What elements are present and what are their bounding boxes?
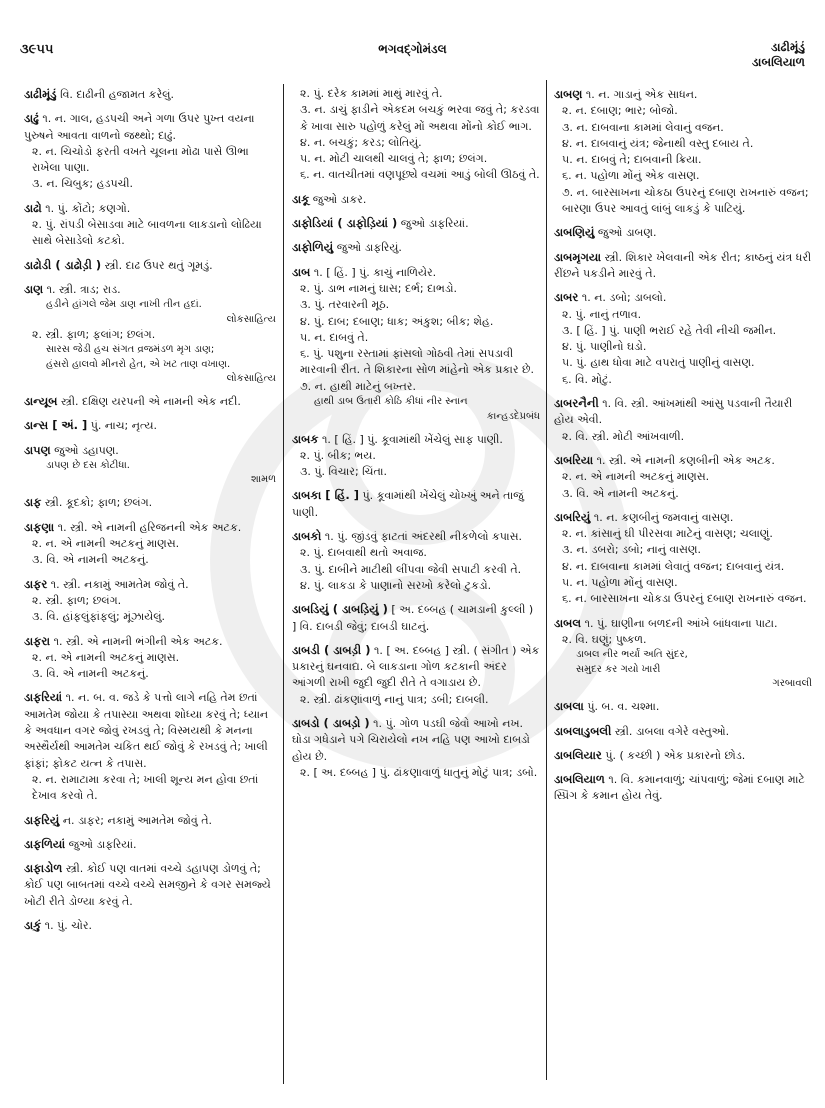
entry-line (24, 633, 276, 650)
entry-line (292, 601, 540, 635)
headword: ડાફરા (24, 633, 51, 648)
sense: ૨. પું. બીક; ભય. (300, 448, 376, 462)
definition: ૧. [ અ. દબ્બહ ] સ્ત્રી. ( સંગીત ) એક પ્રકારનું ઘનવાદ્ય. બે લાકડાના ગોળ કટકાની અંદર આંગળી રાખી જુદી જુદી રીતે તે વગાડાય છે. (292, 643, 540, 690)
entry-line (292, 487, 540, 521)
sense: ૫. પું. હાથ ધોવા માટે વપરાતું પાણીનું વાસણ. (562, 356, 755, 370)
sense: ૨. ન. કાંસાનું ઘી પીરસવા માટેનું વાસણ; ચલાણું. (562, 527, 773, 541)
sense: ૬. ન. બારસાખના ચોકડા ઉપરનું દબાણ રાખનારું વજન. (562, 592, 807, 606)
headword: ડાફોડિયાં ( ડાફોડ઼િયાં ) (292, 216, 398, 231)
definition: ૧. વિ. કમાનવાળું; ચાંપવાળું; જેમાં દબાણ માટે સ્પ્રિંગ કે કમાન હોય તેવું. (554, 773, 805, 803)
headword: ડાફાડોળ (24, 861, 63, 876)
entry-line (554, 615, 812, 632)
entry-line (24, 200, 276, 217)
dictionary-entry (24, 417, 276, 434)
sense: ૩. ન. ડાચું ફાડીને એકદમ બચકું ભરવા જવું તે; કરડવા કે ખાવા સારુ પહોળું કરેલું મોં અથવા મોંનો કોઈ ભાગ. (300, 103, 540, 133)
sense: ૭. ન. બારસાખના ચોકઠા ઉપરનું દબાણ રાખનારું વજન; બારણા ઉપર આવતું લાંબું લાકડું કે પાટિયું. (562, 185, 809, 216)
quotation: હાથી ડાબ ઉતારી કોઠિ કીધાં નીર સ્નાન (314, 396, 468, 408)
sense: ૨. ન. એ નામની અટકનું માણસ. (32, 537, 180, 551)
guide-words (752, 40, 805, 70)
entry-line (292, 528, 540, 545)
sense: ૩. ન. ડબરો; ડબો; નાનું વાસણ. (562, 543, 701, 557)
definition: ૧. સ્ત્રી. એ નામની ભંગીની એક અટક. (53, 634, 223, 648)
definition: ૧. સ્ત્રી. એ નામની હરિજનની એક અટક. (57, 520, 242, 534)
entry-line (24, 860, 276, 910)
entry-line (554, 249, 812, 283)
sense: ૬. ન. પહોળા મોંનું એક વાસણ. (562, 169, 700, 183)
definition: પું. ( કચ્છી ) એક પ્રકારનો છોડ. (605, 748, 746, 762)
sense: ૨. પું. ડાભ નામનું ઘાસ; દર્ભ; દાભડો. (300, 281, 458, 295)
sense: ૩. વિ. એ નામની અટકનું. (32, 553, 149, 567)
dictionary-columns (24, 86, 814, 1096)
definition: ૧. ન. બ. વ. જડે કે પત્તો લાગે નહિ તેમ છતાં આમતેમ જોયા કે તપાસ્યા અથવા શોધ્યા કરવું તે; ધ્યાન કે અવધાન વગર જોવું રખડવું તે; વિસ્મયથી કે મનના અસ્થૈર્યથી આમતેમ ચકિત થઈ જોવું કે રખડવું તે; ખાલી ફાંફાં; ફોકટ યત્ન કે તપાસ. (24, 691, 269, 770)
headword: ડાબણિયું (554, 225, 595, 240)
definition: ૧. ન. કણબીનું જમવાનું વાસણ. (593, 510, 734, 524)
entry-line (24, 417, 276, 434)
dictionary-entry (24, 86, 276, 103)
definition: ૧. સ્ત્રી. નકામું આમતેમ જોવું તે. (50, 577, 189, 591)
sense: ૭. ન. હાથી માટેનું બખ્તર. (300, 379, 416, 393)
headword: ડાફર (24, 576, 48, 591)
headword: ડાબલા (554, 699, 584, 714)
dictionary-entry (292, 487, 540, 521)
headword: ડાકૂ (292, 191, 310, 206)
headword: ડાબક (292, 431, 319, 446)
definition: જુઓ ડહાપણ. (54, 443, 119, 457)
headword: ડાબલિયાળ (554, 772, 605, 787)
sense: ૩. ન. દાબવાના કામમાં લેવાનું વજન. (562, 120, 724, 134)
sense: ૫. ન. દાબવું તે. (300, 330, 369, 344)
headword: ડાબકો (292, 529, 322, 544)
definition: પું. કૂવામાંથી ખેંચેલું ચોખ્ખું અને તાજું પાણી. (292, 489, 524, 519)
entry-line (554, 747, 812, 764)
entry-line (24, 393, 276, 410)
sense: ૫. ન. દાબવું તે; દાબવાની ક્રિયા. (562, 153, 702, 167)
entry-line (292, 191, 540, 208)
definition: ૧. ન. ગાલ, હડપચી અને ગળા ઉપર પુખ્ત વયના પુરુષને આવતા વાળનો જથ્થો; દાઢું. (24, 112, 255, 142)
dictionary-entry (292, 191, 540, 208)
citation-source: કાન્હડદેપ્રબંધ (486, 410, 540, 422)
column-3 (554, 86, 812, 1086)
column-1 (24, 86, 276, 1086)
definition: સ્ત્રી. ડાબલા વગેરે વસ્તુઓ. (614, 724, 730, 738)
dictionary-entry (24, 812, 276, 829)
entry-line (292, 715, 540, 765)
dictionary-entry (554, 723, 812, 740)
headword: ડાણ (24, 281, 44, 296)
headword: ડાબડો ( ડાબડ઼ો ) (292, 716, 370, 730)
sense: ૨. વિ. સ્ત્રી. મોટી આંખવાળી. (562, 429, 685, 443)
entry-line (24, 86, 276, 103)
headword: ડાઢો (24, 200, 42, 215)
sense: ૪. ન. દાબવાના કામમાં લેવાતું વજન; દાબવાનું યંત્ર. (562, 559, 785, 573)
page-header (0, 30, 825, 80)
definition: ૧. પું. ગોળ પડઘી જેવો આખો નખ. ઘોડા ગધેડાને પગે ચિરાયેલો નખ નહિ પણ આખો દાબડો હોય છે. (292, 717, 530, 763)
entry-line (292, 264, 540, 281)
definition: સ્ત્રી. દક્ષિણ યરપની એ નામની એક નદી. (61, 395, 241, 409)
citation-source: ગરબાવલી (772, 678, 812, 690)
dictionary-entry (554, 747, 812, 764)
sense: ૬. ન. વાતચીતમાં વણપૂછ્યે વચમાં આડું બોલી ઊઠવું તે. (300, 168, 540, 182)
dictionary-entry (24, 689, 276, 804)
headword: ડાબરિયા (554, 452, 594, 467)
citation-source: લોકસાહિત્ય (226, 313, 276, 325)
dictionary-entry (554, 249, 812, 283)
entry-line (292, 215, 540, 232)
entry-line (24, 494, 276, 511)
sense: ૨. સ્ત્રી. ફાળ; છલંગ. (32, 593, 122, 607)
entry-line (24, 812, 276, 829)
dictionary-entry (292, 715, 540, 781)
definition: ૧. પું. ચોર. (44, 918, 92, 932)
headword: ડાબર (554, 290, 579, 305)
definition: ૧. [ હિં. ] પું. કાચું નાળિયેર. (313, 265, 437, 279)
dictionary-entry (24, 281, 276, 386)
headword: ડાબમૃગયા (554, 249, 602, 264)
quotation: ડાપણ છે દસ કોટીધા. (46, 459, 130, 471)
citation-source: શામળ (250, 474, 276, 486)
definition: ૧. ન. ગાડાનું એક સાધન. (585, 88, 698, 101)
dictionary-entry (24, 519, 276, 569)
sense: ૬. પું. પશુના રસ્તામાં ફાંસલો ગોઠવી તેમાં સપડાવી મારવાની રીત. તે શિકારના સોળ માંહેનો એક પ્રકાર છે. (300, 347, 535, 377)
headword: ડાબલ (554, 615, 582, 630)
sense: ૨. ન. એ નામની અટકનું માણસ. (32, 650, 180, 664)
sense: ૨. [ અ. દબ્બહ ] પું. ઢાંકણાવાળું ધાતુનું મોટું પાત્ર; ડબો. (300, 765, 538, 779)
sense: ૨. સ્ત્રી. ફાળ; ફલાંગ; છલંગ. (32, 327, 156, 341)
headword: ડાબડિયું ( ડાબડ઼િયું ) (292, 602, 388, 617)
sense: ૩. [ હિં. ] પું. પાણી ભરાઈ રહે તેવી નીચી જમીન. (562, 323, 777, 337)
quotation: સમુદર કર ગયો ખારી (576, 663, 661, 675)
dictionary-entry (292, 86, 540, 184)
sense: ૨. ન. દબાણ; ભાર; બોજો. (562, 104, 678, 118)
sense: ૩. વિ. એ નામની અટકનું. (32, 667, 149, 681)
dictionary-entry (24, 836, 276, 853)
entry-line (24, 917, 276, 934)
headword: ડાબ (292, 264, 311, 279)
entry-line (554, 452, 812, 469)
dictionary-entry (24, 110, 276, 192)
headword: ડાબડી ( ડાબડ઼ી ) (292, 642, 371, 657)
guide-word-last: ડાબલિયાળ (751, 55, 805, 69)
quotation: સારસ જેડી હચ સંગત વ્રજમંડળ મૃગ ડાણ; (46, 344, 215, 356)
guide-word-first: ડાઢીમૂંડું (771, 40, 805, 54)
sense: ૬. વિ. મોટું. (562, 372, 612, 386)
headword: ડાબલાડુબલી (554, 723, 612, 738)
page-number: ૩૯૫૫ (20, 42, 54, 57)
definition: સ્ત્રી. દાઢ ઉપર થતું ગૂમડું. (104, 258, 213, 272)
headword: ડાન્યૂબ (24, 394, 58, 409)
sense: ૪. પું. લાકડા કે પાણાનો સરખો કરેલો ટુકડો. (300, 578, 492, 592)
definition: જુઓ ડાફરિયું. (336, 241, 402, 255)
headword: ડાઢોડી ( ડાઢોડ઼ી ) (24, 257, 102, 272)
dictionary-entry (292, 239, 540, 256)
sense: ૨. સ્ત્રી. ઢાંકણાંવાળું નાનું પાત્ર; ડબી; દાબલી. (300, 692, 489, 706)
headword: ડાફળિયાં (24, 836, 66, 851)
headword: ડાબલિયાર (554, 747, 602, 762)
headword: ડાબણ (554, 87, 583, 101)
dictionary-entry (24, 200, 276, 250)
entry-line (554, 771, 812, 805)
entry-line (24, 576, 276, 593)
sense: ૩. વિ. હાંફલુંફાંફલું; મૂંઝાયેલું. (32, 610, 166, 624)
definition: ૧. ન. ડબો; ડાબલો. (581, 291, 667, 305)
definition: ૧. પું. જીંડવું ફાટતાં અંદરથી નીકળેલો કપાસ. (324, 530, 523, 544)
sense: ૨. પું. દરેક કામમાં માથું મારવું તે. (300, 87, 443, 100)
dictionary-entry (24, 442, 276, 488)
headword: ડાબરિયું (554, 509, 591, 524)
column-divider (283, 84, 284, 1084)
dictionary-entry (554, 86, 812, 217)
entry-line (554, 289, 812, 306)
definition: [ અ. દબ્બહ ( ચામડાની કુલ્લી ) ] વિ. દાબડી જેવું; દાબડી ઘાટનું. (292, 603, 534, 633)
quotation: હડીને હાંગલે જેમ ડાણ નાખી તીન હદાં. (46, 299, 202, 311)
sense: ૨. ન. ચિચોડો ફરતી વખતે ચૂલના મોઢા પાસે ઊભા રાખેલા પાણા. (32, 144, 249, 175)
definition: જુઓ ડાફરિયાં. (68, 837, 137, 851)
sense: ૩. ન. ચિબુક; હડપચી. (32, 177, 134, 191)
sense: ૨. પું. રાંપડી બેસાડવા માટે બાવળના લાકડાનો લોઢિયા સાથે બેસાડેલો કટકો. (32, 218, 262, 248)
dictionary-entry (24, 860, 276, 910)
definition: ૧. સ્ત્રી. એ નામની કણબીની એક અટક. (596, 453, 775, 467)
definition: ૧. પું. ઘાણીના બળદની આંખે બાંધવાના પાટા. (584, 616, 778, 630)
headword: ડાફરિયાં (24, 690, 63, 705)
definition: ૧. સ્ત્રી. ત્રાડ; રાડ. (46, 282, 121, 296)
sense: ૪. ન. દાબવાનું યંત્ર; જેનાથી વસ્તુ દબાય તે. (562, 136, 754, 150)
dictionary-entry (292, 431, 540, 481)
headword: ડાફ (24, 495, 42, 510)
sense: ૩. વિ. એ નામની અટકનું. (562, 486, 679, 500)
entry-line (554, 723, 812, 740)
headword: ડાફોળિયું (292, 240, 334, 255)
entry-line (292, 431, 540, 448)
sense: ૩. પું. તરવારની મૂઠ. (300, 298, 390, 312)
entry-line (24, 281, 276, 298)
dictionary-entry (554, 289, 812, 388)
sense: ૨. વિ. ઘણું; પુષ્કળ. (562, 632, 647, 646)
entry-line (554, 395, 812, 429)
sense: ૨. ન. એ નામની અટકનું માણસ. (562, 470, 710, 484)
entry-line (554, 698, 812, 715)
quotation: ડાબલ નીર ભર્યાં અતિ સુંદર, (576, 649, 688, 661)
sense: ૨. પું. દાબવાથી થતો અવાજ. (300, 546, 427, 560)
dictionary-entry (24, 917, 276, 934)
entry-line (554, 224, 812, 241)
definition: સ્ત્રી. કૂદકો; ફાળ; છલંગ. (44, 496, 153, 510)
definition: ન. ડાફર; નકામું આમતેમ જોવું તે. (62, 813, 213, 827)
headword: ડાબરનૈની (554, 396, 599, 411)
definition: વિ. દાઢીની હજામત કરેલું. (60, 88, 174, 101)
dictionary-entry (24, 393, 276, 410)
dictionary-entry (292, 642, 540, 708)
quotation: હંસરો હાલવો મીનરો હેત, એ ખટ તાણ વખાણ. (46, 358, 231, 370)
dictionary-entry (554, 395, 812, 445)
entry-line (24, 836, 276, 853)
sense: ૩. પું. દાબીને માટીથી લીંપવા જેવી સપાટી કરવી તે. (300, 562, 522, 576)
dictionary-entry (24, 257, 276, 274)
sense: ૨. ન. રામાટામા કરવા તે; ખાલી શૂન્ય મન હોવા છતાં દેખાવ કરવો તે. (32, 772, 259, 803)
dictionary-entry (554, 509, 812, 608)
dictionary-entry (554, 615, 812, 692)
dictionary-entry (292, 601, 540, 635)
dictionary-entry (24, 494, 276, 511)
headword: ડાન્સ [ અં. ] (24, 418, 88, 433)
headword: ડાઢું (24, 111, 39, 126)
headword: ડાઢીમૂંડું (24, 87, 57, 101)
entry-line (24, 689, 276, 771)
definition: જુઓ ડાબણ. (597, 226, 657, 240)
entry-line (24, 442, 276, 459)
definition: જુઓ ડાફરિયાં. (400, 217, 469, 231)
sense: ૪. ન. બચકું; કરડ; લોતિયું. (300, 135, 422, 149)
entry-line (554, 509, 812, 526)
sense: ૫. ન. પહોળા મોંનું વાસણ. (562, 576, 678, 590)
dictionary-entry (24, 633, 276, 683)
sense: ૪. પું. પાણીનો ઘડો. (562, 340, 647, 354)
dictionary-entry (554, 771, 812, 805)
definition: ૧. [ હિં. ] પું. કૂવામાંથી ખેંચેલું સાફ પાણી. (321, 432, 503, 446)
headword: ડાકું (24, 917, 42, 932)
sense: ૨. પું. નાનું તળાવ. (562, 307, 642, 321)
column-divider (546, 80, 547, 1080)
headword: ડાબકા [ હિં. ] (292, 488, 359, 503)
definition: ૧. વિ. સ્ત્રી. આંખમાંથી આંસુ પડવાની તૈયારી હોય એવી. (554, 397, 793, 427)
definition: જુઓ ડાકર. (312, 192, 367, 206)
sense: ૫. ન. મોટી ચાલથી ચાલવું તે; ફાળ; છલંગ. (300, 152, 488, 166)
dictionary-entry (292, 264, 540, 424)
definition: સ્ત્રી. શિકાર ખેલવાની એક રીત; કાષ્ઠનું યંત્ર ધરી રીંછને પકડીને મારવું તે. (554, 250, 812, 280)
headword: ડાપણ (24, 442, 51, 457)
dictionary-entry (292, 215, 540, 232)
entry-line (24, 257, 276, 274)
citation-source: લોકસાહિત્ય (226, 373, 276, 385)
entry-line (292, 239, 540, 256)
sense: ૩. પું. વિચાર; ચિંતા. (300, 465, 387, 479)
dictionary-entry (554, 224, 812, 241)
dictionary-entry (24, 576, 276, 626)
definition: પું. બ. વ. ચશ્મા. (587, 700, 660, 714)
dictionary-entry (554, 452, 812, 502)
entry-line (292, 642, 540, 692)
headword: ડાફરિયું (24, 812, 60, 827)
page-title: ભગવદ્ગોમંડલ (378, 42, 447, 56)
entry-line (24, 519, 276, 536)
definition: સ્ત્રી. કોઈ પણ વાતમાં વચ્ચે ડહાપણ ડોળવું તે; કોઈ પણ બાબતમાં વચ્ચે વચ્ચે સમજીને કે વગર સમજ્યે ખોટી રીતે ડોળ્યા કરવું તે. (24, 862, 271, 908)
definition: ૧. પું. કોંટો; કણગો. (45, 201, 131, 215)
entry-line (554, 86, 812, 103)
headword: ડાફણા (24, 519, 55, 534)
dictionary-entry (292, 528, 540, 594)
definition: પું. નાચ; નૃત્ય. (90, 419, 158, 433)
entry-line (24, 110, 276, 144)
dictionary-entry (554, 698, 812, 715)
column-2 (292, 86, 540, 1086)
sense: ૪. પું. દાબ; દબાણ; ધાક; અંકુશ; બીક; શેહ. (300, 314, 494, 328)
